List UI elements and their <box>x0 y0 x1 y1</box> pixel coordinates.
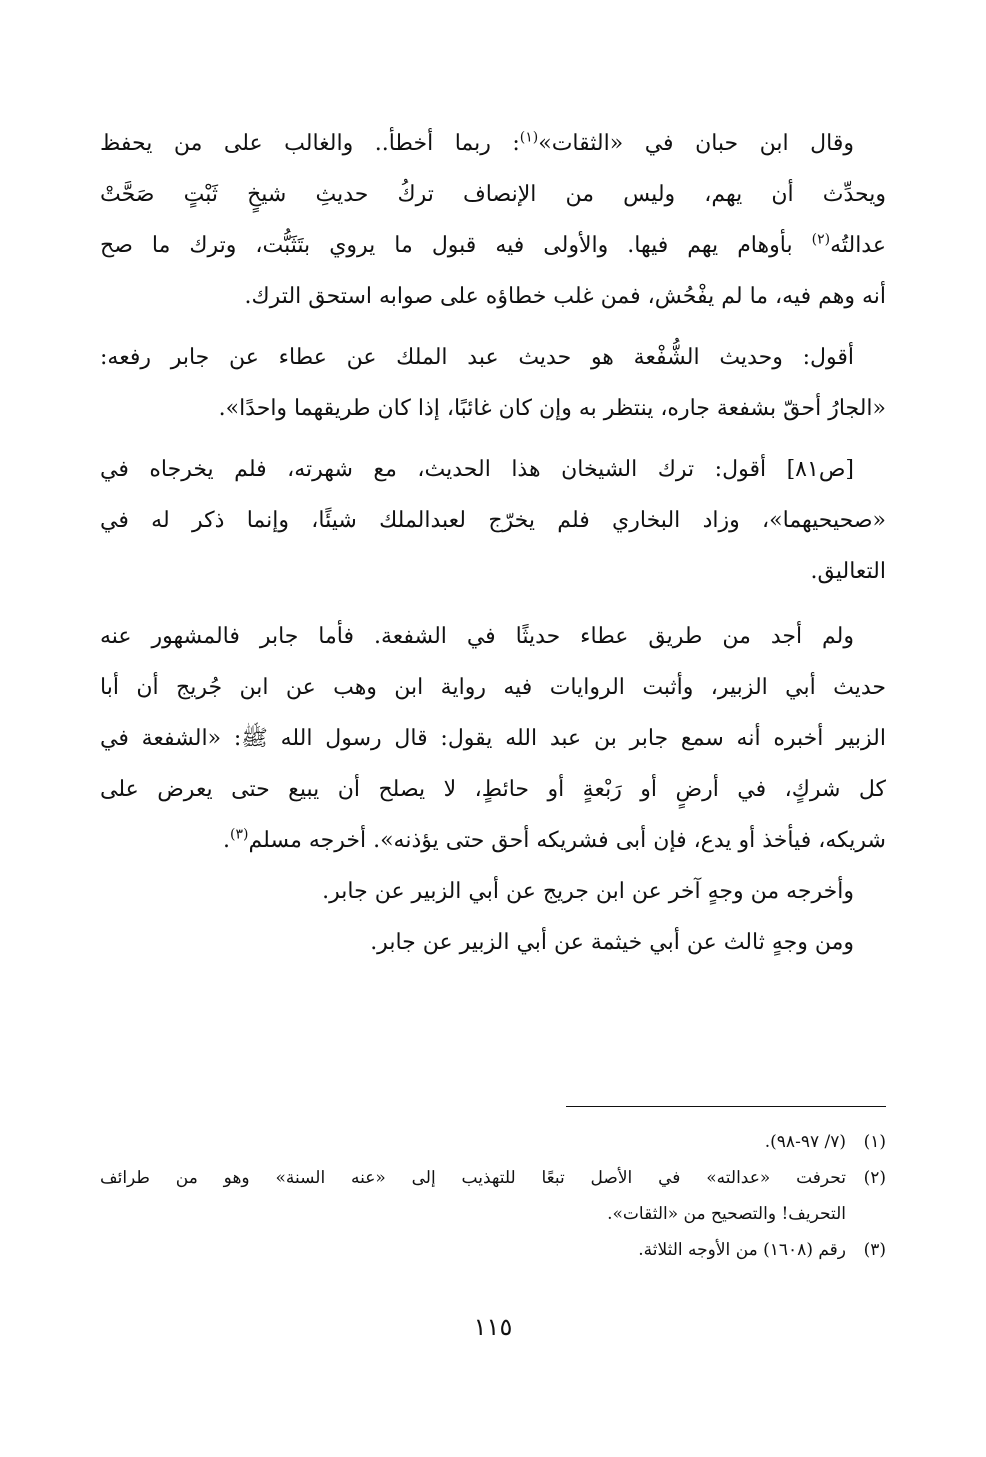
text-line: «الجارُ أحقّ بشفعة جاره، ينتظر به وإن كان غائبًا، إذا كان طريقهما واحدًا». <box>218 396 886 421</box>
footnote-3 <box>100 1232 886 1268</box>
text-line: ويحدِّث أن يهم، وليس من الإنصاف تركُ حديثِ شيخٍ ثَبْتٍ صَحَّتْ <box>100 182 886 207</box>
paragraph-4 <box>100 611 886 866</box>
paragraph-3 <box>100 444 886 597</box>
footnote-1 <box>100 1124 886 1160</box>
text-line: شريكه، فيأخذ أو يدع، فإن أبى فشريكه أحق حتى يؤذنه». أخرجه مسلم$^{(٣)}$. <box>223 826 886 853</box>
page-number: ١١٥ <box>473 1313 513 1341</box>
footnote-text: التحريف! والتصحيح من «الثقات». <box>607 1204 846 1224</box>
paragraph-6 <box>100 917 886 968</box>
footnote-text: تحرفت «عدالته» في الأصل تبعًا للتهذيب إلى «عنه السنة» وهو من طرائف <box>100 1168 846 1188</box>
footnote-ref[interactable]: (١) <box>519 129 539 146</box>
text-line: «صحيحيهما»، وزاد البخاري فلم يخرّج لعبدالملك شيئًا، وإنما ذكر له في <box>100 508 886 533</box>
footnote-number: (٣) <box>863 1240 886 1260</box>
footnote-divider <box>566 1106 886 1107</box>
text-line: [ص٨١] أقول: ترك الشيخان هذا الحديث، مع شهرته، فلم يخرجاه في <box>100 457 854 482</box>
footnotes <box>100 1124 886 1268</box>
text-line: الزبير أخبره أنه سمع جابر بن عبد الله يقول: قال رسول الله ﷺ: «الشفعة في <box>100 726 886 751</box>
text-line: وقال ابن حبان في «الثقات»$^{(١)}$: ربما أخطأ.. والغالب على من يحفظ <box>100 129 854 156</box>
text-line: عدالتُه$^{(٢)}$ بأوهام يهم فيها. والأولى فيه قبول ما يروي بتَثَبُّت، وترك ما صح <box>100 231 886 258</box>
text-line: كل شركٍ، في أرضٍ أو رَبْعةٍ أو حائطٍ، لا يصلح أن يبيع حتى يعرض على <box>100 777 886 802</box>
text-line: ولم أجد من طريق عطاء حديثًا في الشفعة. فأما جابر فالمشهور عنه <box>100 624 854 649</box>
page-body <box>100 118 886 968</box>
paragraph-2 <box>100 332 886 434</box>
text-line: أقول: وحديث الشُّفْعة هو حديث عبد الملك عن عطاء عن جابر رفعه: <box>100 345 854 370</box>
footnote-text: (٧/ ٩٧-٩٨). <box>764 1132 846 1152</box>
text-line: ومن وجهٍ ثالث عن أبي خيثمة عن أبي الزبير عن جابر. <box>370 930 854 955</box>
footnote-2 <box>100 1160 886 1232</box>
footnote-number: (١) <box>863 1132 886 1152</box>
paragraph-1 <box>100 118 886 322</box>
text-line: حديث أبي الزبير، وأثبت الروايات فيه رواية ابن وهب عن ابن جُريج أن أبا <box>100 675 886 700</box>
footnote-text: رقم (١٦٠٨) من الأوجه الثلاثة. <box>638 1240 846 1260</box>
text-line: أنه وهم فيه، ما لم يفْحُش، فمن غلب خطاؤه على صوابه استحق الترك. <box>244 284 886 309</box>
text-line: وأخرجه من وجهٍ آخر عن ابن جريج عن أبي الزبير عن جابر. <box>322 879 854 904</box>
paragraph-5 <box>100 866 886 917</box>
footnote-ref[interactable]: (٢) <box>811 231 831 248</box>
text-line: التعاليق. <box>810 559 886 584</box>
footnote-ref[interactable]: (٣) <box>230 826 249 843</box>
footnote-number: (٢) <box>863 1168 886 1188</box>
